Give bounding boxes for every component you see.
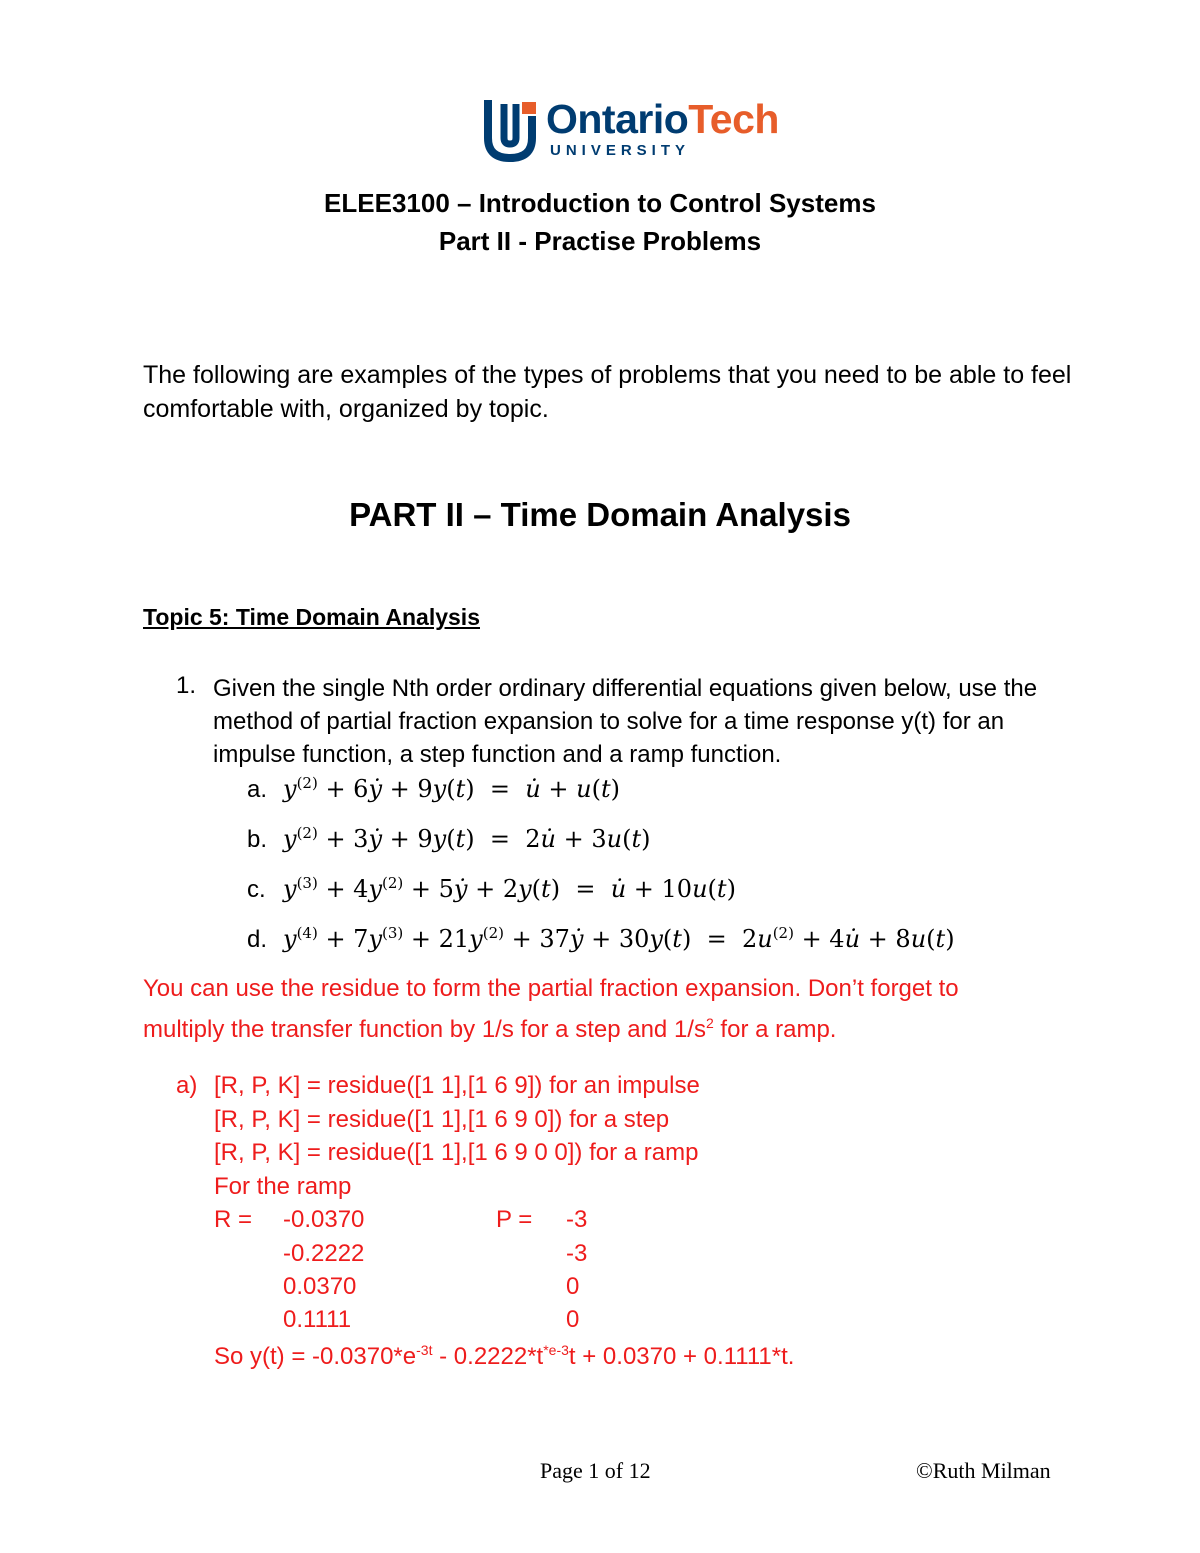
p-label: P = <box>496 1206 533 1233</box>
page-number: Page 1 of 12 <box>540 1458 651 1483</box>
document-subtitle: Part II - Practise Problems <box>438 226 762 256</box>
part-heading: PART II – Time Domain Analysis <box>349 496 851 533</box>
answer-line-2: [R, P, K] = residue([1 1],[1 6 9 0]) for a step <box>214 1106 670 1133</box>
r-value: -0.0370 <box>283 1206 365 1233</box>
p-value: 0 <box>566 1306 580 1333</box>
r-value: 0.1111 <box>283 1306 352 1333</box>
r-value: 0.0370 <box>283 1273 357 1300</box>
answer-label: a) <box>176 1072 198 1099</box>
hint-note <box>143 972 1083 1047</box>
p-value: -3 <box>566 1240 588 1267</box>
equation-label-a: a. <box>247 776 268 803</box>
p-value: 0 <box>566 1273 580 1300</box>
question-text: Given the single Nth order ordinary differential equations given below, use the method of partial fraction expansion to solve for a time response y(t) for an impulse function, a step function and a ramp function. <box>213 675 1038 768</box>
question-number: 1. <box>176 672 197 699</box>
equation-c: $y^{(3)} + 4y^{(2)}$ + 5ẏ + 2y(t) = u̇ + 10u(t) <box>283 874 736 903</box>
copyright: ©Ruth Milman <box>916 1458 1051 1483</box>
equation-label-b: b. <box>247 826 268 853</box>
hint-line-2: multiply the transfer function by 1/s for a step and $1/s^2$ for a ramp. <box>143 1015 837 1043</box>
answer-line-1: [R, P, K] = residue([1 1],[1 6 9]) for an impulse <box>214 1072 700 1099</box>
university-logo <box>482 96 779 168</box>
logo-wordmark: OntarioTech <box>546 96 779 142</box>
equation-label-d: d. <box>247 926 268 953</box>
hint-line-1: You can use the residue to form the partial fraction expansion. Don’t forget to <box>143 975 959 1002</box>
equation-d: $y^{(4)} + 7y^{(3)} + 21y^{(2)}$ + 37ẏ + $30y(t) = 2u^{(2)}$ + 4u̇ + 8u(t) <box>283 924 955 953</box>
topic-heading: Topic 5: Time Domain Analysis <box>143 604 480 630</box>
p-value: -3 <box>566 1206 588 1233</box>
logo-emblem-icon <box>482 98 542 164</box>
logo-subtitle: UNIVERSITY <box>550 142 691 159</box>
equation-label-c: c. <box>247 876 266 903</box>
r-label: R = <box>214 1206 253 1233</box>
course-title: ELEE3100 – Introduction to Control Systems <box>324 188 876 218</box>
equation-b: $y^{(2)}$ + 3ẏ + 9y(t) = 2u̇ + 3u(t) <box>283 824 651 853</box>
equation-a: $y^{(2)}$ + 6ẏ + 9y(t) = u̇ + u(t) <box>283 774 620 803</box>
r-value: -0.2222 <box>283 1240 365 1267</box>
answer-line-3: [R, P, K] = residue([1 1],[1 6 9 0 0]) for a ramp <box>214 1139 699 1166</box>
intro-paragraph: The following are examples of the types of problems that you need to be able to feel comfortable with, organized by topic. <box>143 361 1072 423</box>
answer-line-4: For the ramp <box>214 1173 352 1200</box>
solution-line: So $y(t) = -0.0370*e^{-3t} - 0.2222*t^{*e-3}t + 0.0370 + 0.1111*t$. <box>214 1342 795 1370</box>
